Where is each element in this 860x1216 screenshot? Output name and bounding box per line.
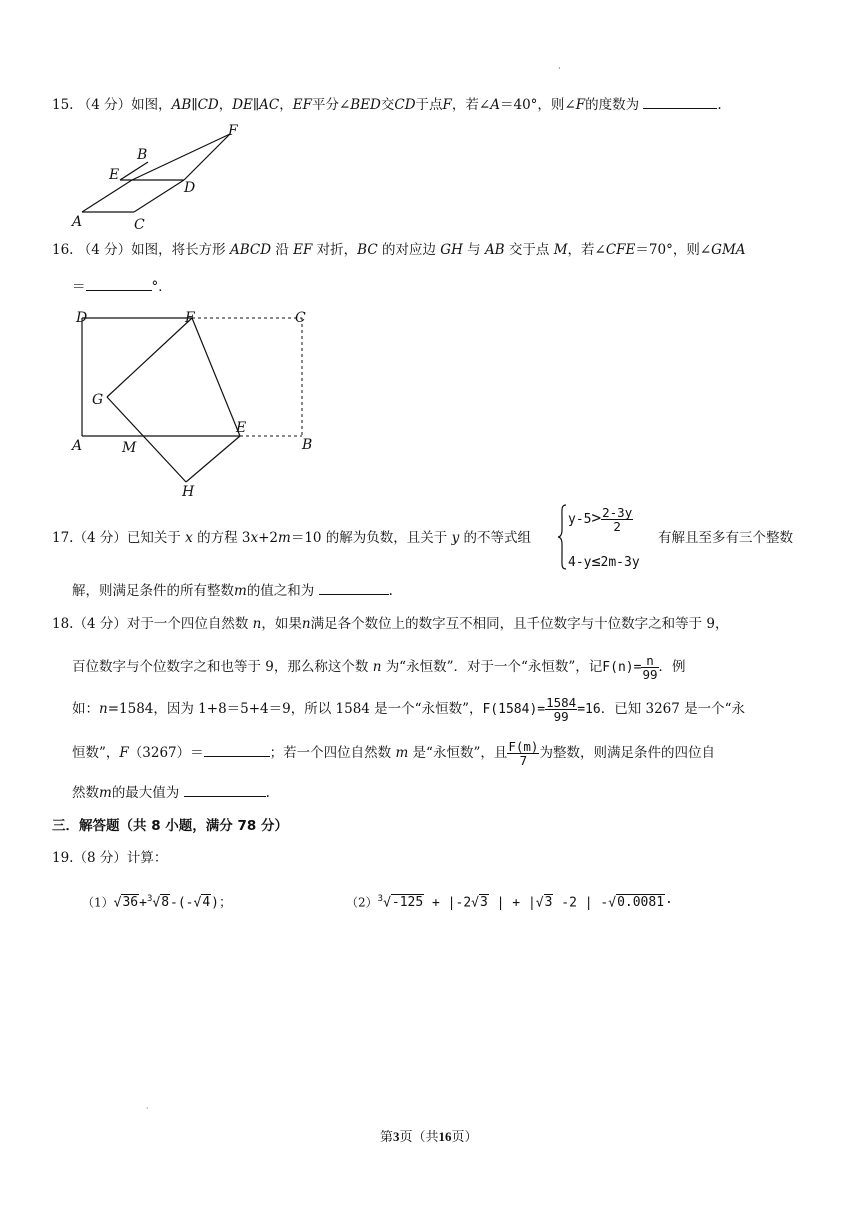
point-label-b: B [137, 147, 148, 163]
point-label-m: M [122, 440, 137, 456]
question-15: 15. （4 分）如图，AB∥CD，DE∥AC，EF平分∠BED交CD于点F，若∠A＝40°，则∠F的度数为 . [52, 94, 812, 115]
question-19-part-2: $(2)^3√-125 + |-2√3$ | + |√3 -2 | -√0.0081· [346, 894, 673, 911]
question-17: 17.（4 分）已知关于 x 的方程 3x+2m＝10 的解为负数，且关于 y 的不等式组 [52, 530, 532, 546]
answer-blank [184, 782, 266, 797]
question-number: 17. [52, 530, 74, 546]
question-score: （4 分） [73, 530, 127, 546]
question-number: 15. [52, 97, 74, 113]
section-heading: 三．解答题（共 8 小题，满分 78 分） [52, 818, 288, 834]
page-footer: 第3页（共16页） [380, 1129, 478, 1144]
answer-blank [319, 580, 389, 595]
inequality-1: y-5> $\frac{2-3y}{2}$ [568, 505, 633, 534]
inequality-brace [558, 504, 564, 570]
question-18-line3: 如：n=1584，因为 1+8＝5+4＝9，所以 1584 是一个“永恒数”，F(1584)= $\frac{1584}{99}$ =16．已知 3267 是一个“永 [72, 695, 746, 724]
point-label-e: E [236, 420, 247, 436]
question-score: （8 分） [73, 850, 127, 866]
point-label-a: A [72, 214, 83, 230]
question-16-line2: ＝ °． [72, 276, 172, 297]
question-19-part-1: （1）√36+$^3$√8-(-√4)； [82, 894, 232, 911]
question-19: 19.（8 分）计算： [52, 850, 168, 866]
point-label-d: D [184, 180, 196, 196]
question-number: 19. [52, 850, 74, 866]
top-mark: · [558, 64, 561, 74]
point-label-c: C [295, 310, 306, 326]
point-label-a: A [72, 438, 83, 454]
point-label-h: H [182, 484, 195, 500]
question-score: （4 分） [73, 616, 127, 632]
point-label-c: C [134, 217, 145, 233]
bottom-mark: · [146, 1104, 149, 1113]
point-label-e: E [109, 167, 120, 183]
point-label-f: F [228, 123, 238, 139]
question-18: 18.（4 分）对于一个四位自然数 n，如果n满足各个数位上的数字互不相同，且千位数字与十位数字之和等于 9， [52, 616, 729, 632]
question-score: （4 分） [77, 242, 132, 258]
question-18-line2: 百位数字与个位数字之和也等于 9，那么称这个数 n 为“永恒数”．对于一个“永恒数”，记F(n)= $\frac{n}{99}$ ．例 [72, 653, 686, 682]
answer-blank [643, 94, 717, 109]
question-18-line5: 然数m的最大值为 . [72, 782, 270, 803]
page-total: 16 [438, 1129, 452, 1144]
question-number: 18. [52, 616, 74, 632]
figure-q15 [62, 120, 262, 234]
page-number: 3 [393, 1129, 400, 1144]
inequality-2: 4-y≤2m-3y [568, 552, 640, 570]
answer-blank [204, 742, 270, 757]
question-17-tail: 有解且至多有三个整数 [658, 530, 793, 546]
figure-q16 [62, 306, 332, 502]
question-16: 16. （4 分）如图，将长方形 ABCD 沿 EF 对折，BC 的对应边 GH 与 AB 交于点 M，若∠CFE＝70°，则∠GMA [52, 242, 746, 258]
point-label-f: F [185, 310, 195, 326]
question-17-line2: 解，则满足条件的所有整数m的值之和为 . [72, 580, 393, 601]
point-label-d: D [76, 310, 88, 326]
point-label-g: G [92, 392, 104, 408]
point-label-b: B [302, 437, 313, 453]
question-score: （4 分） [77, 97, 132, 113]
question-18-line4: 恒数”，F（3267）＝ ；若一个四位自然数 m 是“永恒数”，且 $\frac{F(m)}{7}$ 为整数，则满足条件的四位自 [72, 739, 715, 768]
question-number: 16. [52, 242, 74, 258]
answer-blank [86, 276, 152, 291]
